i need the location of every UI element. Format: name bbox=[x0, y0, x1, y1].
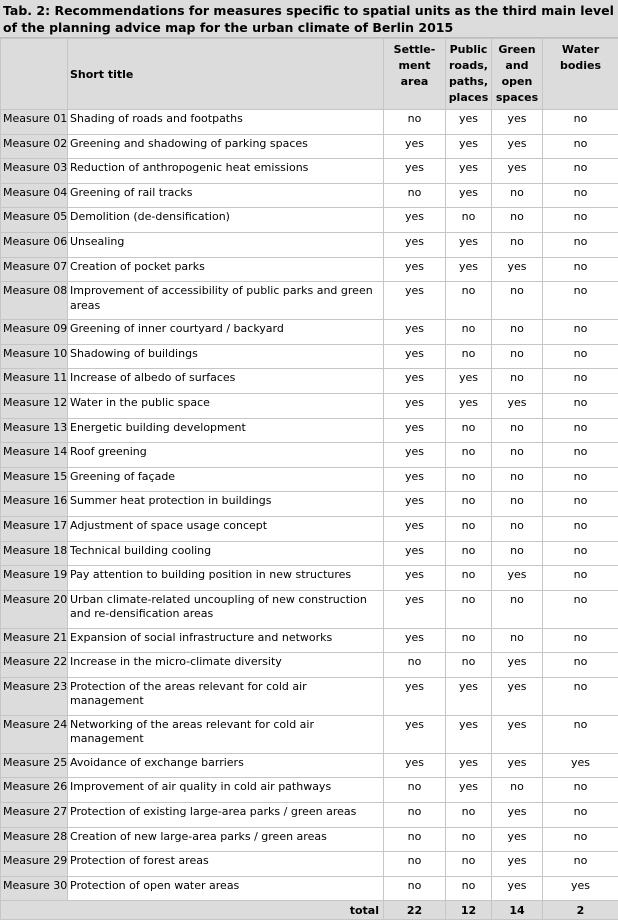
measure-title: Pay attention to building position in new structures bbox=[68, 566, 384, 591]
measure-title: Improvement of air quality in cold air pathways bbox=[68, 778, 384, 803]
settlement-value: yes bbox=[384, 590, 446, 628]
table-row bbox=[1, 492, 618, 517]
roads-value: yes bbox=[446, 257, 492, 282]
measure-title: Protection of the areas relevant for cold air management bbox=[68, 677, 384, 715]
table-row bbox=[1, 257, 618, 282]
table-row bbox=[1, 778, 618, 803]
roads-value: no bbox=[446, 566, 492, 591]
measure-title: Greening of façade bbox=[68, 467, 384, 492]
roads-value: no bbox=[446, 590, 492, 628]
green-value: no bbox=[492, 443, 543, 468]
measure-id: Measure 17 bbox=[1, 516, 68, 541]
green-value: yes bbox=[492, 715, 543, 753]
green-value: yes bbox=[492, 876, 543, 901]
table-row bbox=[1, 159, 618, 184]
water-value: no bbox=[543, 492, 618, 517]
measure-id: Measure 30 bbox=[1, 876, 68, 901]
table-row bbox=[1, 232, 618, 257]
table-caption: Tab. 2: Recommendations for measures specific to spatial units as the third main level of the planning advice map for the urban climate of Berlin 2015 bbox=[0, 0, 618, 38]
measure-id: Measure 19 bbox=[1, 566, 68, 591]
green-value: no bbox=[492, 541, 543, 566]
water-value: no bbox=[543, 110, 618, 135]
measure-title: Protection of existing large-area parks / green areas bbox=[68, 803, 384, 828]
measures-table bbox=[0, 38, 618, 920]
measure-id: Measure 04 bbox=[1, 183, 68, 208]
green-value: no bbox=[492, 183, 543, 208]
water-value: no bbox=[543, 467, 618, 492]
settlement-value: yes bbox=[384, 344, 446, 369]
table-row bbox=[1, 516, 618, 541]
roads-value: no bbox=[446, 852, 492, 877]
water-value: no bbox=[543, 715, 618, 753]
measure-title: Technical building cooling bbox=[68, 541, 384, 566]
measure-id: Measure 14 bbox=[1, 443, 68, 468]
water-value: no bbox=[543, 393, 618, 418]
header-short-title: Short title bbox=[68, 39, 384, 110]
measure-title: Urban climate-related uncoupling of new construction and re-densification areas bbox=[68, 590, 384, 628]
measure-id: Measure 27 bbox=[1, 803, 68, 828]
water-value: yes bbox=[543, 876, 618, 901]
roads-value: yes bbox=[446, 715, 492, 753]
green-value: no bbox=[492, 344, 543, 369]
table-row bbox=[1, 282, 618, 320]
measure-title: Unsealing bbox=[68, 232, 384, 257]
water-value: no bbox=[543, 282, 618, 320]
measure-title: Increase in the micro-climate diversity bbox=[68, 653, 384, 678]
settlement-value: no bbox=[384, 876, 446, 901]
settlement-value: yes bbox=[384, 320, 446, 345]
water-value: no bbox=[543, 827, 618, 852]
green-value: no bbox=[492, 628, 543, 653]
measure-id: Measure 07 bbox=[1, 257, 68, 282]
measure-id: Measure 09 bbox=[1, 320, 68, 345]
table-row bbox=[1, 876, 618, 901]
settlement-value: yes bbox=[384, 753, 446, 778]
settlement-value: yes bbox=[384, 628, 446, 653]
settlement-value: yes bbox=[384, 467, 446, 492]
water-value: no bbox=[543, 344, 618, 369]
table-row bbox=[1, 208, 618, 233]
water-value: no bbox=[543, 677, 618, 715]
water-value: no bbox=[543, 183, 618, 208]
roads-value: no bbox=[446, 282, 492, 320]
settlement-value: yes bbox=[384, 566, 446, 591]
header-measure-blank bbox=[1, 39, 68, 110]
table-row bbox=[1, 393, 618, 418]
green-value: yes bbox=[492, 677, 543, 715]
total-water: 2 bbox=[543, 901, 618, 920]
header-public-roads: Public roads, paths, places bbox=[446, 39, 492, 110]
green-value: no bbox=[492, 369, 543, 394]
water-value: no bbox=[543, 208, 618, 233]
measure-id: Measure 29 bbox=[1, 852, 68, 877]
measure-id: Measure 20 bbox=[1, 590, 68, 628]
roads-value: yes bbox=[446, 232, 492, 257]
settlement-value: no bbox=[384, 110, 446, 135]
roads-value: no bbox=[446, 320, 492, 345]
total-settlement: 22 bbox=[384, 901, 446, 920]
settlement-value: yes bbox=[384, 208, 446, 233]
settlement-value: no bbox=[384, 827, 446, 852]
roads-value: yes bbox=[446, 110, 492, 135]
water-value: no bbox=[543, 590, 618, 628]
table-row bbox=[1, 344, 618, 369]
roads-value: yes bbox=[446, 393, 492, 418]
roads-value: yes bbox=[446, 778, 492, 803]
measure-id: Measure 26 bbox=[1, 778, 68, 803]
table-row bbox=[1, 320, 618, 345]
measure-title: Creation of pocket parks bbox=[68, 257, 384, 282]
measure-id: Measure 02 bbox=[1, 134, 68, 159]
roads-value: yes bbox=[446, 677, 492, 715]
settlement-value: yes bbox=[384, 159, 446, 184]
green-value: no bbox=[492, 418, 543, 443]
totals-label: total bbox=[1, 901, 384, 920]
green-value: no bbox=[492, 778, 543, 803]
green-value: yes bbox=[492, 653, 543, 678]
header-water-bodies: Water bodies bbox=[543, 39, 618, 110]
water-value: no bbox=[543, 232, 618, 257]
measure-title: Shading of roads and footpaths bbox=[68, 110, 384, 135]
total-roads: 12 bbox=[446, 901, 492, 920]
water-value: yes bbox=[543, 753, 618, 778]
settlement-value: yes bbox=[384, 393, 446, 418]
measure-id: Measure 15 bbox=[1, 467, 68, 492]
settlement-value: yes bbox=[384, 232, 446, 257]
measure-id: Measure 11 bbox=[1, 369, 68, 394]
water-value: no bbox=[543, 852, 618, 877]
roads-value: no bbox=[446, 827, 492, 852]
water-value: no bbox=[543, 443, 618, 468]
measure-title: Creation of new large-area parks / green areas bbox=[68, 827, 384, 852]
measure-id: Measure 22 bbox=[1, 653, 68, 678]
green-value: yes bbox=[492, 827, 543, 852]
roads-value: no bbox=[446, 344, 492, 369]
green-value: no bbox=[492, 232, 543, 257]
measure-id: Measure 21 bbox=[1, 628, 68, 653]
measure-title: Water in the public space bbox=[68, 393, 384, 418]
measure-title: Adjustment of space usage concept bbox=[68, 516, 384, 541]
green-value: yes bbox=[492, 852, 543, 877]
green-value: no bbox=[492, 590, 543, 628]
table-row bbox=[1, 753, 618, 778]
green-value: yes bbox=[492, 110, 543, 135]
settlement-value: yes bbox=[384, 257, 446, 282]
measure-title: Shadowing of buildings bbox=[68, 344, 384, 369]
water-value: no bbox=[543, 803, 618, 828]
water-value: no bbox=[543, 541, 618, 566]
roads-value: no bbox=[446, 418, 492, 443]
water-value: no bbox=[543, 320, 618, 345]
green-value: no bbox=[492, 208, 543, 233]
water-value: no bbox=[543, 257, 618, 282]
roads-value: yes bbox=[446, 134, 492, 159]
settlement-value: yes bbox=[384, 715, 446, 753]
settlement-value: yes bbox=[384, 443, 446, 468]
settlement-value: no bbox=[384, 653, 446, 678]
green-value: yes bbox=[492, 753, 543, 778]
settlement-value: yes bbox=[384, 134, 446, 159]
header-settlement-area: Settle- ment area bbox=[384, 39, 446, 110]
table-row bbox=[1, 803, 618, 828]
table-row bbox=[1, 653, 618, 678]
measure-id: Measure 16 bbox=[1, 492, 68, 517]
green-value: no bbox=[492, 467, 543, 492]
settlement-value: yes bbox=[384, 282, 446, 320]
table-row bbox=[1, 566, 618, 591]
water-value: no bbox=[543, 369, 618, 394]
green-value: yes bbox=[492, 159, 543, 184]
settlement-value: yes bbox=[384, 541, 446, 566]
water-value: no bbox=[543, 516, 618, 541]
measure-title: Improvement of accessibility of public parks and green areas bbox=[68, 282, 384, 320]
table-row bbox=[1, 369, 618, 394]
measure-id: Measure 13 bbox=[1, 418, 68, 443]
measure-id: Measure 03 bbox=[1, 159, 68, 184]
roads-value: no bbox=[446, 516, 492, 541]
header-green-spaces: Green and open spaces bbox=[492, 39, 543, 110]
settlement-value: no bbox=[384, 803, 446, 828]
measure-id: Measure 18 bbox=[1, 541, 68, 566]
measure-id: Measure 28 bbox=[1, 827, 68, 852]
measure-title: Protection of forest areas bbox=[68, 852, 384, 877]
roads-value: yes bbox=[446, 753, 492, 778]
header-row bbox=[1, 39, 618, 110]
settlement-value: yes bbox=[384, 369, 446, 394]
water-value: no bbox=[543, 628, 618, 653]
table-row bbox=[1, 827, 618, 852]
measure-title: Greening of rail tracks bbox=[68, 183, 384, 208]
water-value: no bbox=[543, 418, 618, 443]
roads-value: yes bbox=[446, 159, 492, 184]
green-value: yes bbox=[492, 393, 543, 418]
measure-id: Measure 24 bbox=[1, 715, 68, 753]
table-row bbox=[1, 418, 618, 443]
water-value: no bbox=[543, 159, 618, 184]
measure-id: Measure 01 bbox=[1, 110, 68, 135]
table-row bbox=[1, 628, 618, 653]
measure-title: Energetic building development bbox=[68, 418, 384, 443]
measure-id: Measure 08 bbox=[1, 282, 68, 320]
totals-row bbox=[1, 901, 618, 920]
table-row bbox=[1, 443, 618, 468]
roads-value: no bbox=[446, 541, 492, 566]
settlement-value: yes bbox=[384, 492, 446, 517]
roads-value: no bbox=[446, 653, 492, 678]
measure-title: Networking of the areas relevant for cold air management bbox=[68, 715, 384, 753]
measure-id: Measure 23 bbox=[1, 677, 68, 715]
measure-title: Summer heat protection in buildings bbox=[68, 492, 384, 517]
settlement-value: no bbox=[384, 852, 446, 877]
green-value: yes bbox=[492, 566, 543, 591]
settlement-value: yes bbox=[384, 677, 446, 715]
roads-value: yes bbox=[446, 183, 492, 208]
table-row bbox=[1, 852, 618, 877]
green-value: no bbox=[492, 516, 543, 541]
measure-title: Increase of albedo of surfaces bbox=[68, 369, 384, 394]
table-row bbox=[1, 590, 618, 628]
water-value: no bbox=[543, 653, 618, 678]
table-row bbox=[1, 134, 618, 159]
measure-title: Reduction of anthropogenic heat emissions bbox=[68, 159, 384, 184]
total-green: 14 bbox=[492, 901, 543, 920]
roads-value: no bbox=[446, 208, 492, 233]
water-value: no bbox=[543, 566, 618, 591]
green-value: yes bbox=[492, 134, 543, 159]
measure-title: Protection of open water areas bbox=[68, 876, 384, 901]
measure-title: Demolition (de-densification) bbox=[68, 208, 384, 233]
settlement-value: no bbox=[384, 183, 446, 208]
measure-title: Expansion of social infrastructure and networks bbox=[68, 628, 384, 653]
measure-title: Greening of inner courtyard / backyard bbox=[68, 320, 384, 345]
measure-title: Avoidance of exchange barriers bbox=[68, 753, 384, 778]
roads-value: no bbox=[446, 492, 492, 517]
measure-title: Greening and shadowing of parking spaces bbox=[68, 134, 384, 159]
roads-value: no bbox=[446, 803, 492, 828]
settlement-value: yes bbox=[384, 418, 446, 443]
water-value: no bbox=[543, 134, 618, 159]
roads-value: no bbox=[446, 443, 492, 468]
measure-id: Measure 10 bbox=[1, 344, 68, 369]
measure-id: Measure 25 bbox=[1, 753, 68, 778]
roads-value: no bbox=[446, 876, 492, 901]
roads-value: no bbox=[446, 628, 492, 653]
roads-value: yes bbox=[446, 369, 492, 394]
measure-id: Measure 12 bbox=[1, 393, 68, 418]
settlement-value: yes bbox=[384, 516, 446, 541]
water-value: no bbox=[543, 778, 618, 803]
table-row bbox=[1, 677, 618, 715]
measure-id: Measure 06 bbox=[1, 232, 68, 257]
table-row bbox=[1, 110, 618, 135]
settlement-value: no bbox=[384, 778, 446, 803]
table-row bbox=[1, 467, 618, 492]
green-value: no bbox=[492, 320, 543, 345]
table-row bbox=[1, 715, 618, 753]
table-row bbox=[1, 183, 618, 208]
measure-id: Measure 05 bbox=[1, 208, 68, 233]
green-value: no bbox=[492, 282, 543, 320]
green-value: yes bbox=[492, 803, 543, 828]
roads-value: no bbox=[446, 467, 492, 492]
measure-title: Roof greening bbox=[68, 443, 384, 468]
green-value: no bbox=[492, 492, 543, 517]
green-value: yes bbox=[492, 257, 543, 282]
table-row bbox=[1, 541, 618, 566]
